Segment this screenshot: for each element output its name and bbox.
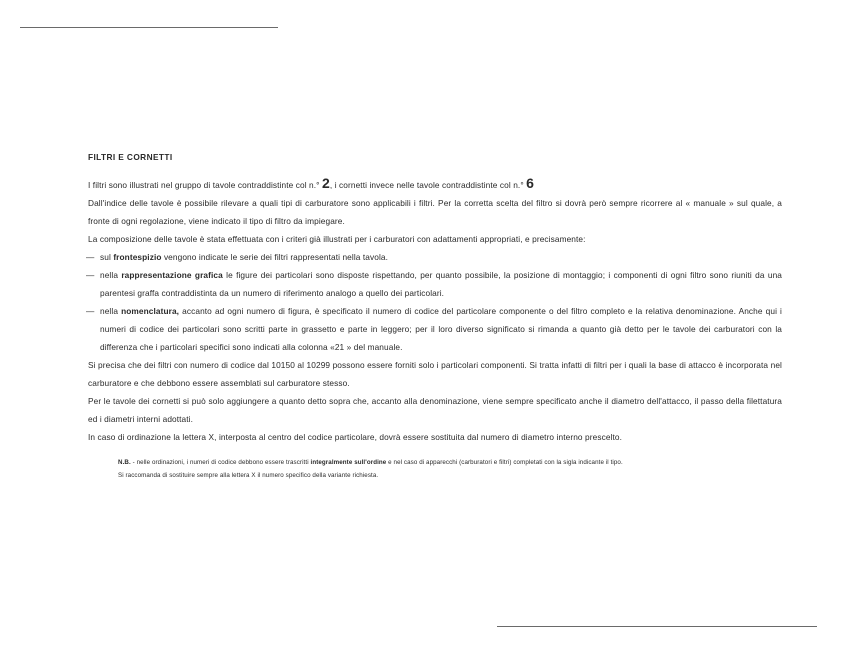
intro-text-b: , i cornetti invece nelle tavole contraddistinte col n.° bbox=[329, 180, 524, 190]
section-title: FILTRI E CORNETTI bbox=[88, 152, 173, 162]
intro-text-a: I filtri sono illustrati nel gruppo di tavole contraddistinte col n.° bbox=[88, 180, 320, 190]
nb-text-a: - nelle ordinazioni, i numeri di codice debbono essere trascritti bbox=[132, 459, 309, 466]
list-item-keyword: rappresentazione grafica bbox=[121, 270, 223, 280]
list-item-text: accanto ad ogni numero di figura, è specificato il numero di codice del particolare componente o del filtro completo e la relativa denominazione. Anche qui i numeri di codice dei particolari sono scritti parte in grassetto e parte in leggero; per il loro diverso significato si rimanda a quanto già detto per le tavole dei carburatori con la differenza che i particolari specifici sono indicati alla colonna «21 » del manuale. bbox=[100, 306, 783, 352]
list-item bbox=[88, 302, 782, 356]
list-item bbox=[88, 248, 782, 266]
list-item-keyword: nomenclatura, bbox=[121, 306, 180, 316]
cornetti-paragraph: Per le tavole dei cornetti si può solo aggiungere a quanto detto sopra che, accanto alla denominazione, viene sempre specificato anche il diametro dell'attacco, il passo della filettatura ed i diametri interni adottati. bbox=[88, 396, 782, 424]
list-item-text: le figure dei particolari sono disposte rispettando, per quanto possibile, la posizione di montaggio; i componenti di ogni filtro sono riuniti da una parentesi graffa contraddistinta da un numero di riferimento analogo a quello dei particolari. bbox=[100, 270, 783, 298]
nb-bold-text: integralmente sull'ordine bbox=[310, 459, 387, 466]
list-item bbox=[88, 266, 782, 302]
list-dash: — bbox=[86, 306, 95, 316]
intro-paragraph bbox=[88, 176, 782, 194]
intro-table-number-cornetti: 6 bbox=[526, 175, 535, 191]
codes-paragraph: Si precisa che dei filtri con numero di codice dal 10150 al 10299 possono essere forniti solo i particolari componenti. Si tratta infatti di filtri per i quali la base di attacco è incorporata nel carburatore e che debbono essere assemblati sul carburatore stesso. bbox=[88, 360, 782, 388]
nb-line-1 bbox=[118, 456, 782, 469]
index-paragraph: Dall'indice delle tavole è possibile rilevare a quali tipi di carburatore sono applicabili i filtri. Per la corretta scelta del filtro si dovrà però sempre ricorrere al « manuale » sul quale, a fronte di ogni regolazione, viene indicato il tipo di filtro da impiegare. bbox=[88, 198, 782, 226]
document-body bbox=[88, 148, 782, 482]
nb-line-2: Si raccomanda di sostituire sempre alla lettera X il numero specifico della variante richiesta. bbox=[118, 472, 379, 479]
list-dash: — bbox=[86, 252, 95, 262]
nb-text-b: e nel caso di apparecchi (carburatori e filtri) completati con la sigla indicante il tipo. bbox=[388, 459, 623, 466]
list-item-prefix: sul bbox=[100, 252, 111, 262]
nota-bene bbox=[88, 456, 782, 482]
nb-label: N.B. bbox=[118, 459, 131, 466]
composition-paragraph: La composizione delle tavole è stata effettuata con i criteri già illustrati per i carburatori con adattamenti appropriati, e precisamente: bbox=[88, 234, 586, 244]
bottom-rule bbox=[497, 626, 817, 627]
list-dash: — bbox=[86, 270, 95, 280]
top-rule bbox=[20, 27, 278, 28]
intro-table-number-filters: 2 bbox=[322, 175, 330, 191]
list-item-prefix: nella bbox=[100, 270, 119, 280]
list-item-keyword: frontespizio bbox=[113, 252, 162, 262]
list-item-text: vengono indicate le serie dei filtri rappresentati nella tavola. bbox=[163, 252, 389, 262]
list-item-prefix: nella bbox=[100, 306, 119, 316]
order-paragraph: In caso di ordinazione la lettera X, interposta al centro del codice particolare, dovrà essere sostituita dal numero di diametro interno prescelto. bbox=[88, 432, 622, 442]
